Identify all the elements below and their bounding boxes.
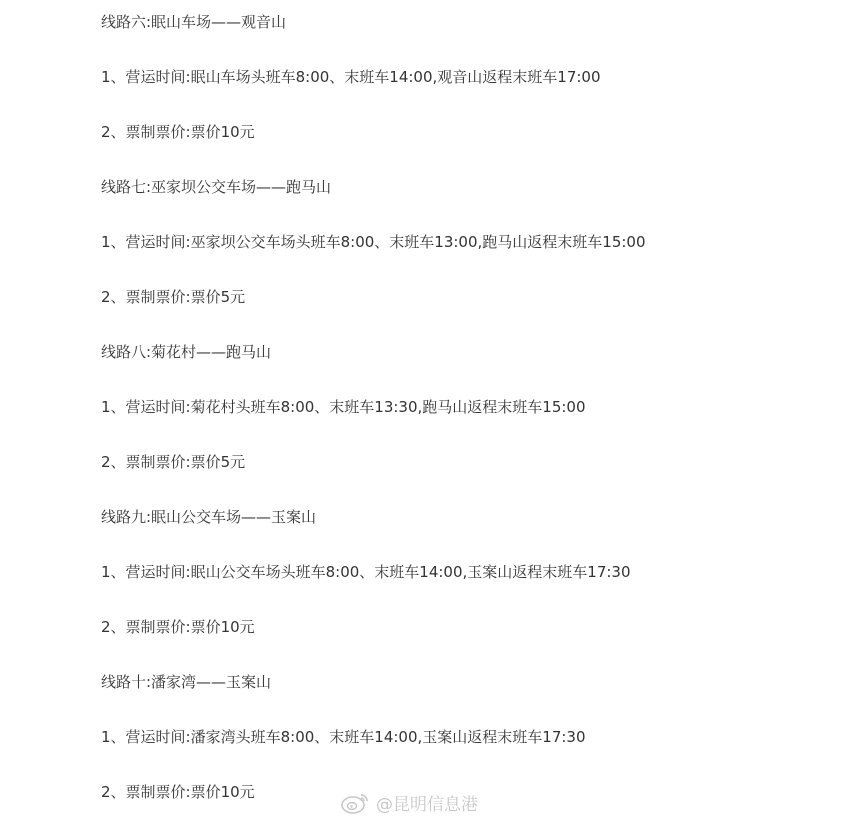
route-10-fare: 2、票制票价:票价10元 (101, 783, 255, 801)
route-7-hours: 1、营运时间:巫家坝公交车场头班车8:00、末班车13:00,跑马山返程末班车15:00 (101, 233, 646, 251)
route-8-fare: 2、票制票价:票价5元 (101, 453, 246, 471)
route-6-fare: 2、票制票价:票价10元 (101, 123, 255, 141)
route-9-fare: 2、票制票价:票价10元 (101, 618, 255, 636)
route-8-title: 线路八:菊花村——跑马山 (101, 343, 272, 361)
route-6-hours: 1、营运时间:眠山车场头班车8:00、末班车14:00,观音山返程末班车17:00 (101, 68, 601, 86)
watermark-text: @昆明信息港 (376, 795, 478, 815)
weibo-logo-icon (340, 792, 370, 814)
route-7-fare: 2、票制票价:票价5元 (101, 288, 246, 306)
watermark (340, 790, 478, 815)
route-10-title: 线路十:潘家湾——玉案山 (101, 673, 272, 691)
route-7-title: 线路七:巫家坝公交车场——跑马山 (101, 178, 332, 196)
route-9-title: 线路九:眠山公交车场——玉案山 (101, 508, 317, 526)
route-6-title: 线路六:眠山车场——观音山 (101, 13, 287, 31)
route-10-hours: 1、营运时间:潘家湾头班车8:00、末班车14:00,玉案山返程末班车17:30 (101, 728, 586, 746)
route-8-hours: 1、营运时间:菊花村头班车8:00、末班车13:30,跑马山返程末班车15:00 (101, 398, 586, 416)
route-9-hours: 1、营运时间:眠山公交车场头班车8:00、末班车14:00,玉案山返程末班车17:30 (101, 563, 631, 581)
